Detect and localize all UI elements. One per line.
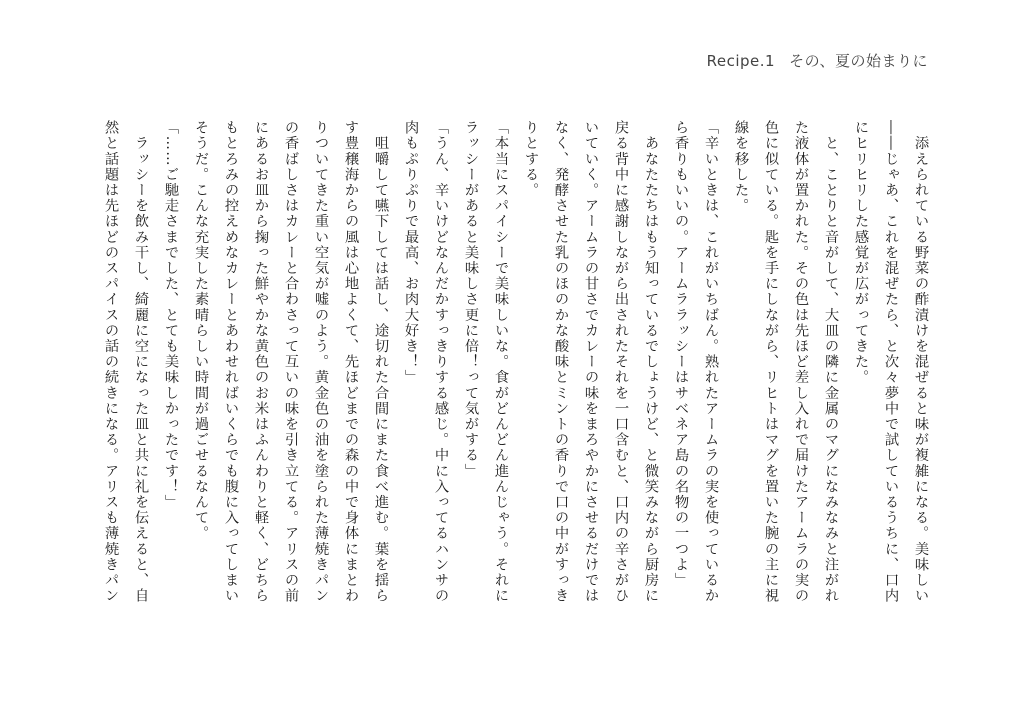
paragraph: 「うん、辛いけどなんだかすっきりする感じ。中に入ってるハンサの肉もぷりぷりで最高、お肉大好き！」 [403,120,449,604]
paragraph: 「……ご馳走さまでした、とても美味しかったです！」 [163,120,179,510]
recipe-label: Recipe.1 [706,52,776,70]
paragraph: 「辛いときは、これがいちばん。熟れたアームラの実を使っているから香りもいいの。アームララッシーはサベネア島の名物の一つよ」 [673,120,719,604]
paragraph: 添えられている野菜の酢漬けを混ぜると味が複雑になる。美味しい [913,120,929,604]
paragraph: 「本当にスパイシーで美味しいな。食がどんどん進んじゃう。それにラッシーがあると美味しさ更に倍！って気がする」 [463,120,509,604]
paragraph: 咀嚼して嚥下しては話し、途切れた合間にまた食べ進む。葉を揺らす豊穣海からの風は心地よくて、先ほどまでの森の中で身体にまとわりついてきた重い空気が嘘のよう。黄金色の油を塗られた薄焼きパンの香ばしさはカレーと合わさって互いの味を引き立てる。アリスの前にあるお皿から掬った鮮やかな黄色のお米はふんわりと軽く、どちらもとろみの控えめなカレーとあわせればいくらでも腹に入ってしまいそうだ。こんな充実した素晴らしい時間が過ごせるなんて。 [193,120,389,604]
paragraph: と、ことりと音がして、大皿の隣に金属のマグになみなみと注がれた液体が置かれた。その色は先ほど差し入れで届けたアームラの実の色に似ている。匙を手にしながら、リヒトはマグを置いた腕の主に視線を移した。 [733,120,839,604]
paragraph: ラッシーを飲み干し、綺麗に空になった皿と共に礼を伝えると、自然と話題は先ほどのスパイスの話の続きになる。アリスも薄焼きパン [103,120,149,604]
body-text [103,120,936,608]
chapter-title: その、夏の始まりに [789,52,928,70]
paragraph: ――じゃあ、これを混ぜたら、と次々夢中で試しているうちに、口内にヒリヒリした感覚が広がってきた。 [853,120,899,604]
paragraph: あなたたちはもう知っているでしょうけど、と微笑みながら厨房に戻る背中に感謝しながら出されたそれを一口含むと、口内の辛さがひいていく。アームラの甘さでカレーの味をまろやかにさせるだけではなく、発酵させた乳のほのかな酸味とミントの香りで口の中がすっきりとする。 [523,120,659,604]
running-header [707,50,928,71]
